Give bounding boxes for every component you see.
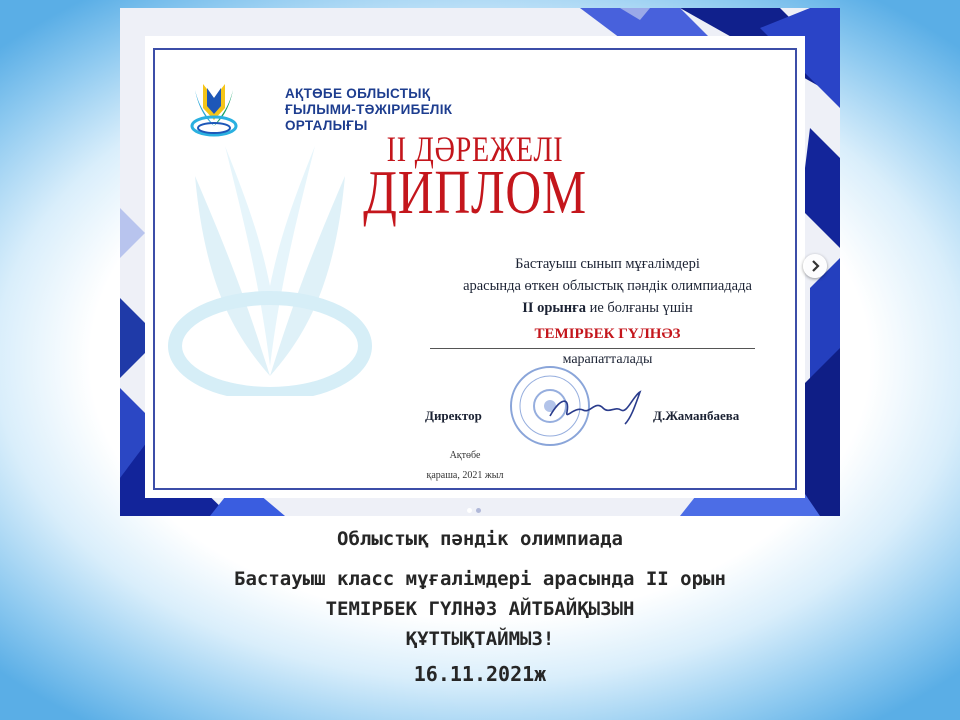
recipient-underline bbox=[430, 348, 755, 349]
carousel-dot[interactable] bbox=[467, 508, 472, 513]
org-name-line-2: ҒЫЛЫМИ-ТӘЖІРИБЕЛІК bbox=[285, 102, 453, 117]
place-suffix: ие болғаны үшін bbox=[585, 300, 693, 316]
carousel-next-button[interactable] bbox=[803, 254, 827, 278]
caption-date: 16.11.2021ж bbox=[413, 662, 547, 686]
diploma-degree: II ДӘРЕЖЕЛІ bbox=[386, 129, 564, 169]
awarded-text: марапатталады bbox=[562, 352, 653, 367]
diploma-photo bbox=[120, 8, 840, 516]
diploma-body-line-3 bbox=[435, 300, 780, 317]
carousel-next-icon bbox=[803, 254, 827, 278]
diploma-body-line-2: арасында өткен облыстық пәндік олимпиадада bbox=[463, 278, 752, 294]
carousel-dot[interactable] bbox=[476, 508, 481, 513]
signature bbox=[545, 388, 655, 428]
org-name-line-1: АҚТӨБЕ ОБЛЫСТЫҚ bbox=[285, 86, 431, 101]
diploma-city: Ақтөбе bbox=[449, 450, 481, 461]
place-text: II орынға bbox=[522, 300, 586, 316]
director-name: Д.Жаманбаева bbox=[653, 408, 740, 423]
caption-line-4: ҚҰТТЫҚТАЙМЫЗ! bbox=[405, 628, 555, 650]
director-label: Директор bbox=[425, 408, 482, 423]
diploma-body-line-1: Бастауыш сынып мұғалімдері bbox=[515, 256, 700, 272]
org-name-line-3: ОРТАЛЫҒЫ bbox=[285, 118, 368, 133]
caption-line-2: Бастауыш класс мұғалімдері арасында II орын bbox=[234, 568, 726, 590]
recipient-name: ТЕМІРБЕК ГҮЛНӘЗ bbox=[534, 326, 681, 342]
caption-line-1: Облыстық пәндік олимпиада bbox=[337, 528, 623, 550]
diploma-title: ДИПЛОМ bbox=[363, 159, 587, 227]
diploma-sheet bbox=[145, 36, 805, 498]
caption-line-3: ТЕМІРБЕК ГҮЛНӘЗ АЙТБАЙҚЫЗЫН bbox=[325, 598, 635, 620]
diploma-date: қараша, 2021 жыл bbox=[426, 470, 504, 481]
carousel-dots bbox=[465, 500, 483, 516]
